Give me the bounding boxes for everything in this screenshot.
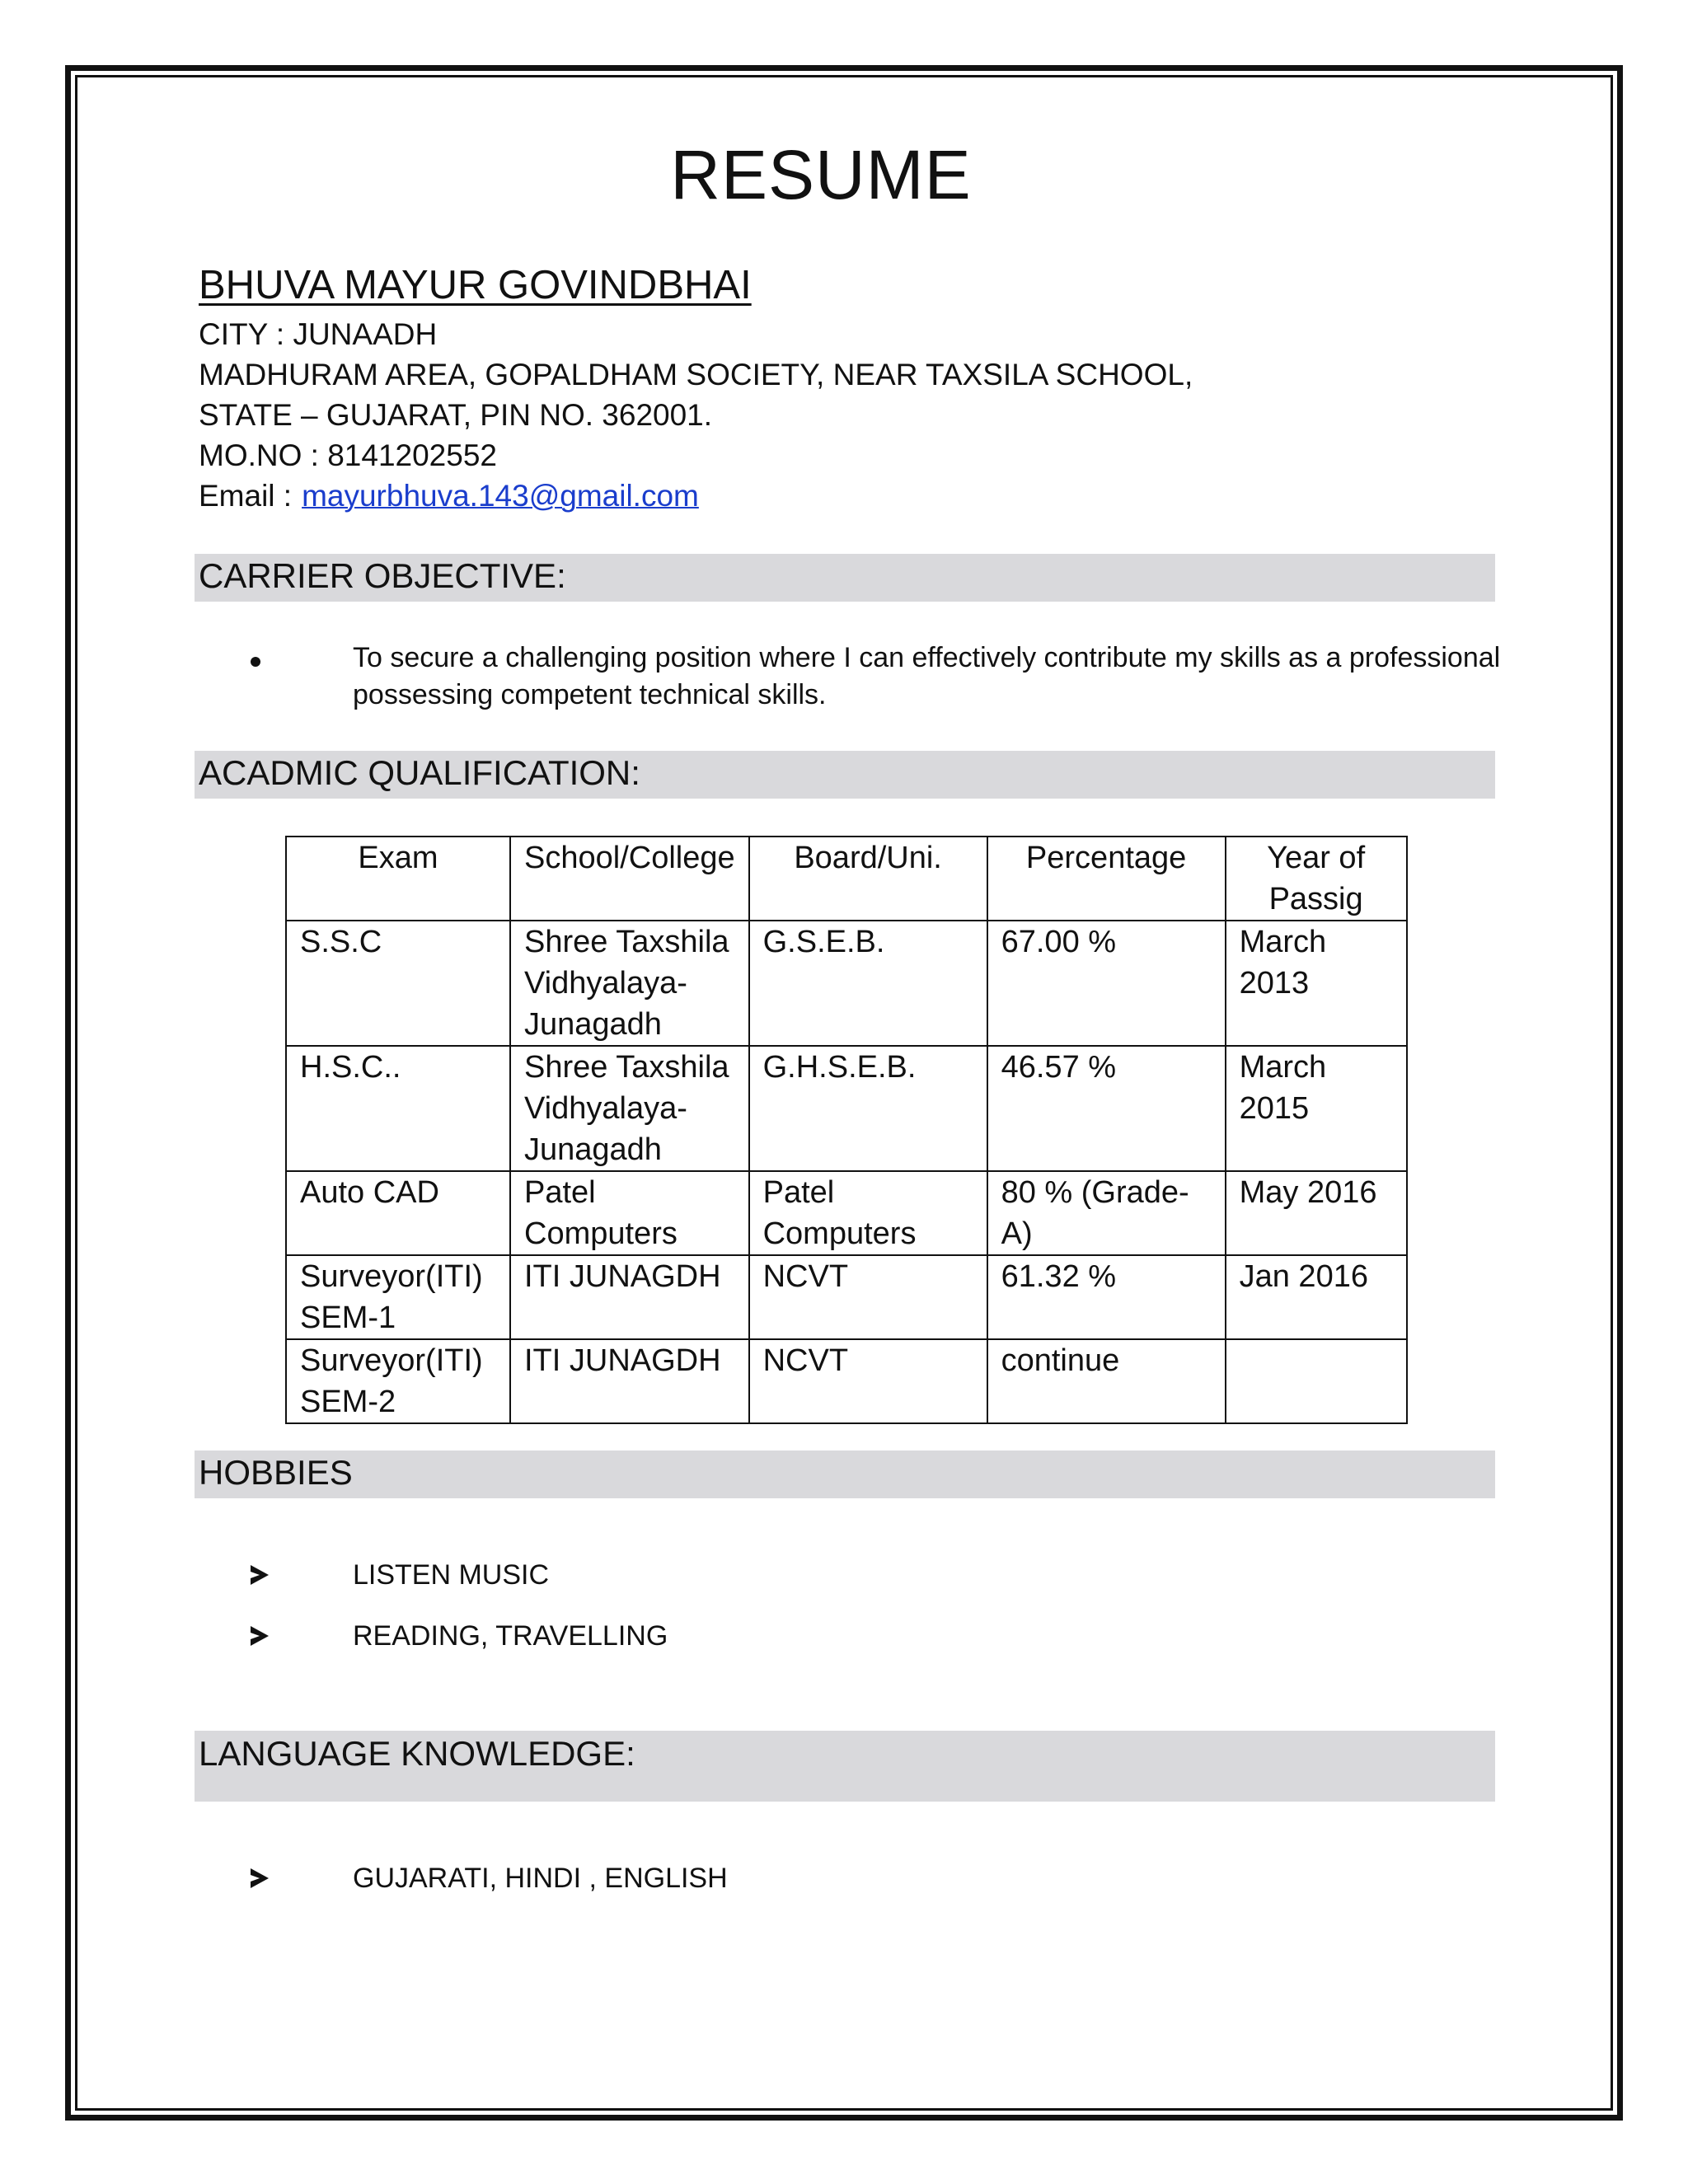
- arrow-bullet-icon: [251, 1557, 284, 1595]
- cell-board: Patel Computers: [749, 1171, 987, 1255]
- cell-exam: Surveyor(ITI) SEM-1: [286, 1255, 510, 1339]
- cell-school: Shree Taxshila Vidhyalaya-Junagadh: [510, 1046, 749, 1171]
- contact-state: STATE – GUJARAT, PIN NO. 362001.: [199, 398, 713, 432]
- bullet-dot-icon: [251, 640, 284, 677]
- table-header-row: [286, 837, 1407, 921]
- contact-email-row: [199, 479, 699, 513]
- cell-percentage: 80 % (Grade-A): [987, 1171, 1226, 1255]
- cell-school: ITI JUNAGDH: [510, 1339, 749, 1423]
- qualification-table: [285, 836, 1408, 1424]
- list-item: [251, 1618, 1470, 1655]
- objective-text: [353, 640, 1507, 714]
- cell-percentage: 46.57 %: [987, 1046, 1226, 1171]
- cell-exam: Auto CAD: [286, 1171, 510, 1255]
- header-school: School/College: [510, 837, 749, 921]
- resume-title: RESUME: [670, 136, 972, 213]
- header-year: Year of Passig: [1226, 837, 1407, 921]
- header-exam: Exam: [286, 837, 510, 921]
- cell-exam: Surveyor(ITI) SEM-2: [286, 1339, 510, 1423]
- cell-board: NCVT: [749, 1339, 987, 1423]
- arrow-bullet-icon: [251, 1860, 284, 1898]
- contact-address: MADHURAM AREA, GOPALDHAM SOCIETY, NEAR TAXSILA SCHOOL,: [199, 358, 1193, 391]
- hobbies-section-bar: [195, 1451, 1495, 1498]
- cell-school: Shree Taxshila Vidhyalaya-Junagadh: [510, 921, 749, 1046]
- cell-percentage: 67.00 %: [987, 921, 1226, 1046]
- cell-percentage: continue: [987, 1339, 1226, 1423]
- objective-heading: CARRIER OBJECTIVE:: [199, 556, 566, 595]
- cell-year: [1226, 1339, 1407, 1423]
- cell-percentage: 61.32 %: [987, 1255, 1226, 1339]
- header-percentage: Percentage: [987, 837, 1226, 921]
- cell-exam: S.S.C: [286, 921, 510, 1046]
- table-row: [286, 1339, 1407, 1423]
- cell-year: March 2015: [1226, 1046, 1407, 1171]
- contact-mobile: MO.NO : 8141202552: [199, 438, 497, 472]
- email-label: Email :: [199, 479, 293, 513]
- objective-line-2: possessing competent technical skills.: [353, 679, 827, 710]
- cell-school: Patel Computers: [510, 1171, 749, 1255]
- cell-year: March 2013: [1226, 921, 1407, 1046]
- academic-heading: ACADMIC QUALIFICATION:: [199, 753, 640, 792]
- cell-board: NCVT: [749, 1255, 987, 1339]
- table-row: [286, 1171, 1407, 1255]
- table-row: [286, 1255, 1407, 1339]
- objective-line-1: To secure a challenging position where I can effectively contribute my skills as a professional: [353, 642, 1501, 673]
- objective-list-item: [251, 640, 1501, 719]
- hobby-item: LISTEN MUSIC: [353, 1559, 550, 1591]
- list-item: [251, 1557, 1470, 1594]
- hobbies-heading: HOBBIES: [199, 1453, 353, 1492]
- cell-board: G.H.S.E.B.: [749, 1046, 987, 1171]
- contact-city: CITY : JUNAADH: [199, 317, 438, 351]
- arrow-bullet-icon: [251, 1618, 284, 1656]
- list-item: [251, 1860, 1470, 1897]
- table-row: [286, 1046, 1407, 1171]
- cell-year: May 2016: [1226, 1171, 1407, 1255]
- header-board: Board/Uni.: [749, 837, 987, 921]
- hobby-item: READING, TRAVELLING: [353, 1620, 668, 1652]
- table-row: [286, 921, 1407, 1046]
- cell-board: G.S.E.B.: [749, 921, 987, 1046]
- languages-heading: LANGUAGE KNOWLEDGE:: [199, 1734, 635, 1773]
- candidate-name: BHUVA MAYUR GOVINDBHAI: [199, 263, 752, 307]
- cell-school: ITI JUNAGDH: [510, 1255, 749, 1339]
- email-link[interactable]: mayurbhuva.143@gmail.com: [302, 479, 699, 513]
- cell-exam: H.S.C..: [286, 1046, 510, 1171]
- language-item: GUJARATI, HINDI , ENGLISH: [353, 1863, 728, 1894]
- cell-year: Jan 2016: [1226, 1255, 1407, 1339]
